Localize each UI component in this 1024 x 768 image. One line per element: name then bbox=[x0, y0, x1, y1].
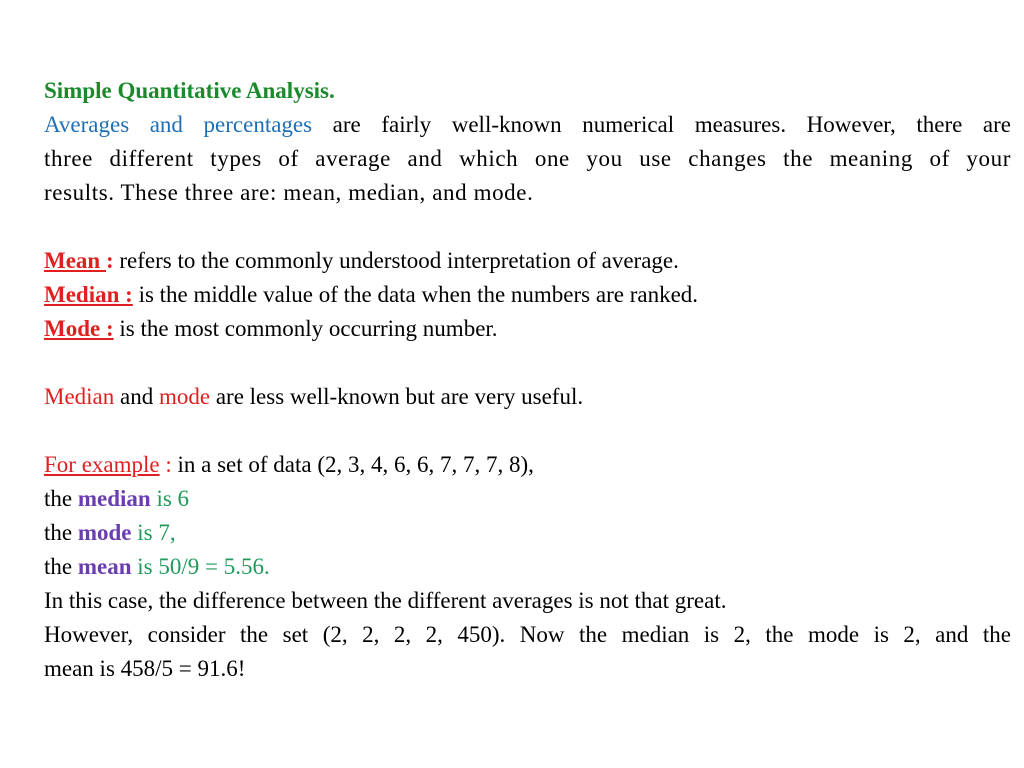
intro-highlight: Averages and percentages bbox=[44, 112, 313, 137]
example-median-line bbox=[44, 482, 1011, 516]
however-line-1: However, consider the set (2, 2, 2, 2, 450). Now the median is 2, the mode is 2, and the bbox=[44, 622, 1011, 647]
example-mode-line bbox=[44, 516, 1011, 550]
spacer bbox=[44, 414, 1011, 448]
example-intro bbox=[44, 448, 1011, 482]
note-mode: mode bbox=[158, 384, 211, 409]
example-mode-term: mode bbox=[77, 520, 132, 545]
definition-mean bbox=[44, 244, 1011, 278]
slide-content bbox=[44, 74, 1011, 686]
term-median: Median : bbox=[44, 282, 133, 307]
example-median-term: median bbox=[77, 486, 151, 511]
intro-line-1 bbox=[44, 108, 1011, 142]
example-prefix: the bbox=[44, 520, 78, 545]
note-line bbox=[44, 380, 1011, 414]
term-mean: Mean bbox=[44, 248, 106, 273]
intro-line-2: three different types of average and which one you use changes the meaning of your bbox=[44, 146, 1011, 171]
example-label: For example bbox=[44, 452, 160, 477]
term-mode: Mode : bbox=[44, 316, 114, 341]
intro-line-3: results. These three are: mean, median, and mode. bbox=[44, 180, 534, 205]
definition-mode bbox=[44, 312, 1011, 346]
note-median: Median bbox=[44, 384, 115, 409]
example-median-value: is 6 bbox=[150, 486, 190, 511]
however-line-2: mean is 458/5 = 91.6! bbox=[44, 656, 246, 681]
note-rest: are less well-known but are very useful. bbox=[210, 384, 584, 409]
example-mean-value: is 50/9 = 5.56. bbox=[131, 554, 270, 579]
example-prefix: the bbox=[44, 554, 78, 579]
definition-median-text: is the middle value of the data when the numbers are ranked. bbox=[132, 282, 699, 307]
definition-mode-text: is the most commonly occurring number. bbox=[113, 316, 498, 341]
spacer bbox=[44, 210, 1011, 244]
note-and: and bbox=[114, 384, 159, 409]
definition-mean-text: refers to the commonly understood interpretation of average. bbox=[113, 248, 679, 273]
example-prefix: the bbox=[44, 486, 78, 511]
example-conclusion: In this case, the difference between the different averages is not that great. bbox=[44, 588, 727, 613]
slide-title: Simple Quantitative Analysis. bbox=[44, 78, 335, 103]
example-data: in a set of data (2, 3, 4, 6, 6, 7, 7, 7, 8), bbox=[177, 452, 534, 477]
example-colon: : bbox=[159, 452, 178, 477]
example-mean-term: mean bbox=[77, 554, 132, 579]
definition-median bbox=[44, 278, 1011, 312]
intro-line-1-rest: are fairly well-known numerical measures. However, there are bbox=[312, 112, 1012, 137]
spacer bbox=[44, 346, 1011, 380]
example-mode-value: is 7, bbox=[131, 520, 176, 545]
example-mean-line bbox=[44, 550, 1011, 584]
term-mean-colon: : bbox=[105, 248, 114, 273]
